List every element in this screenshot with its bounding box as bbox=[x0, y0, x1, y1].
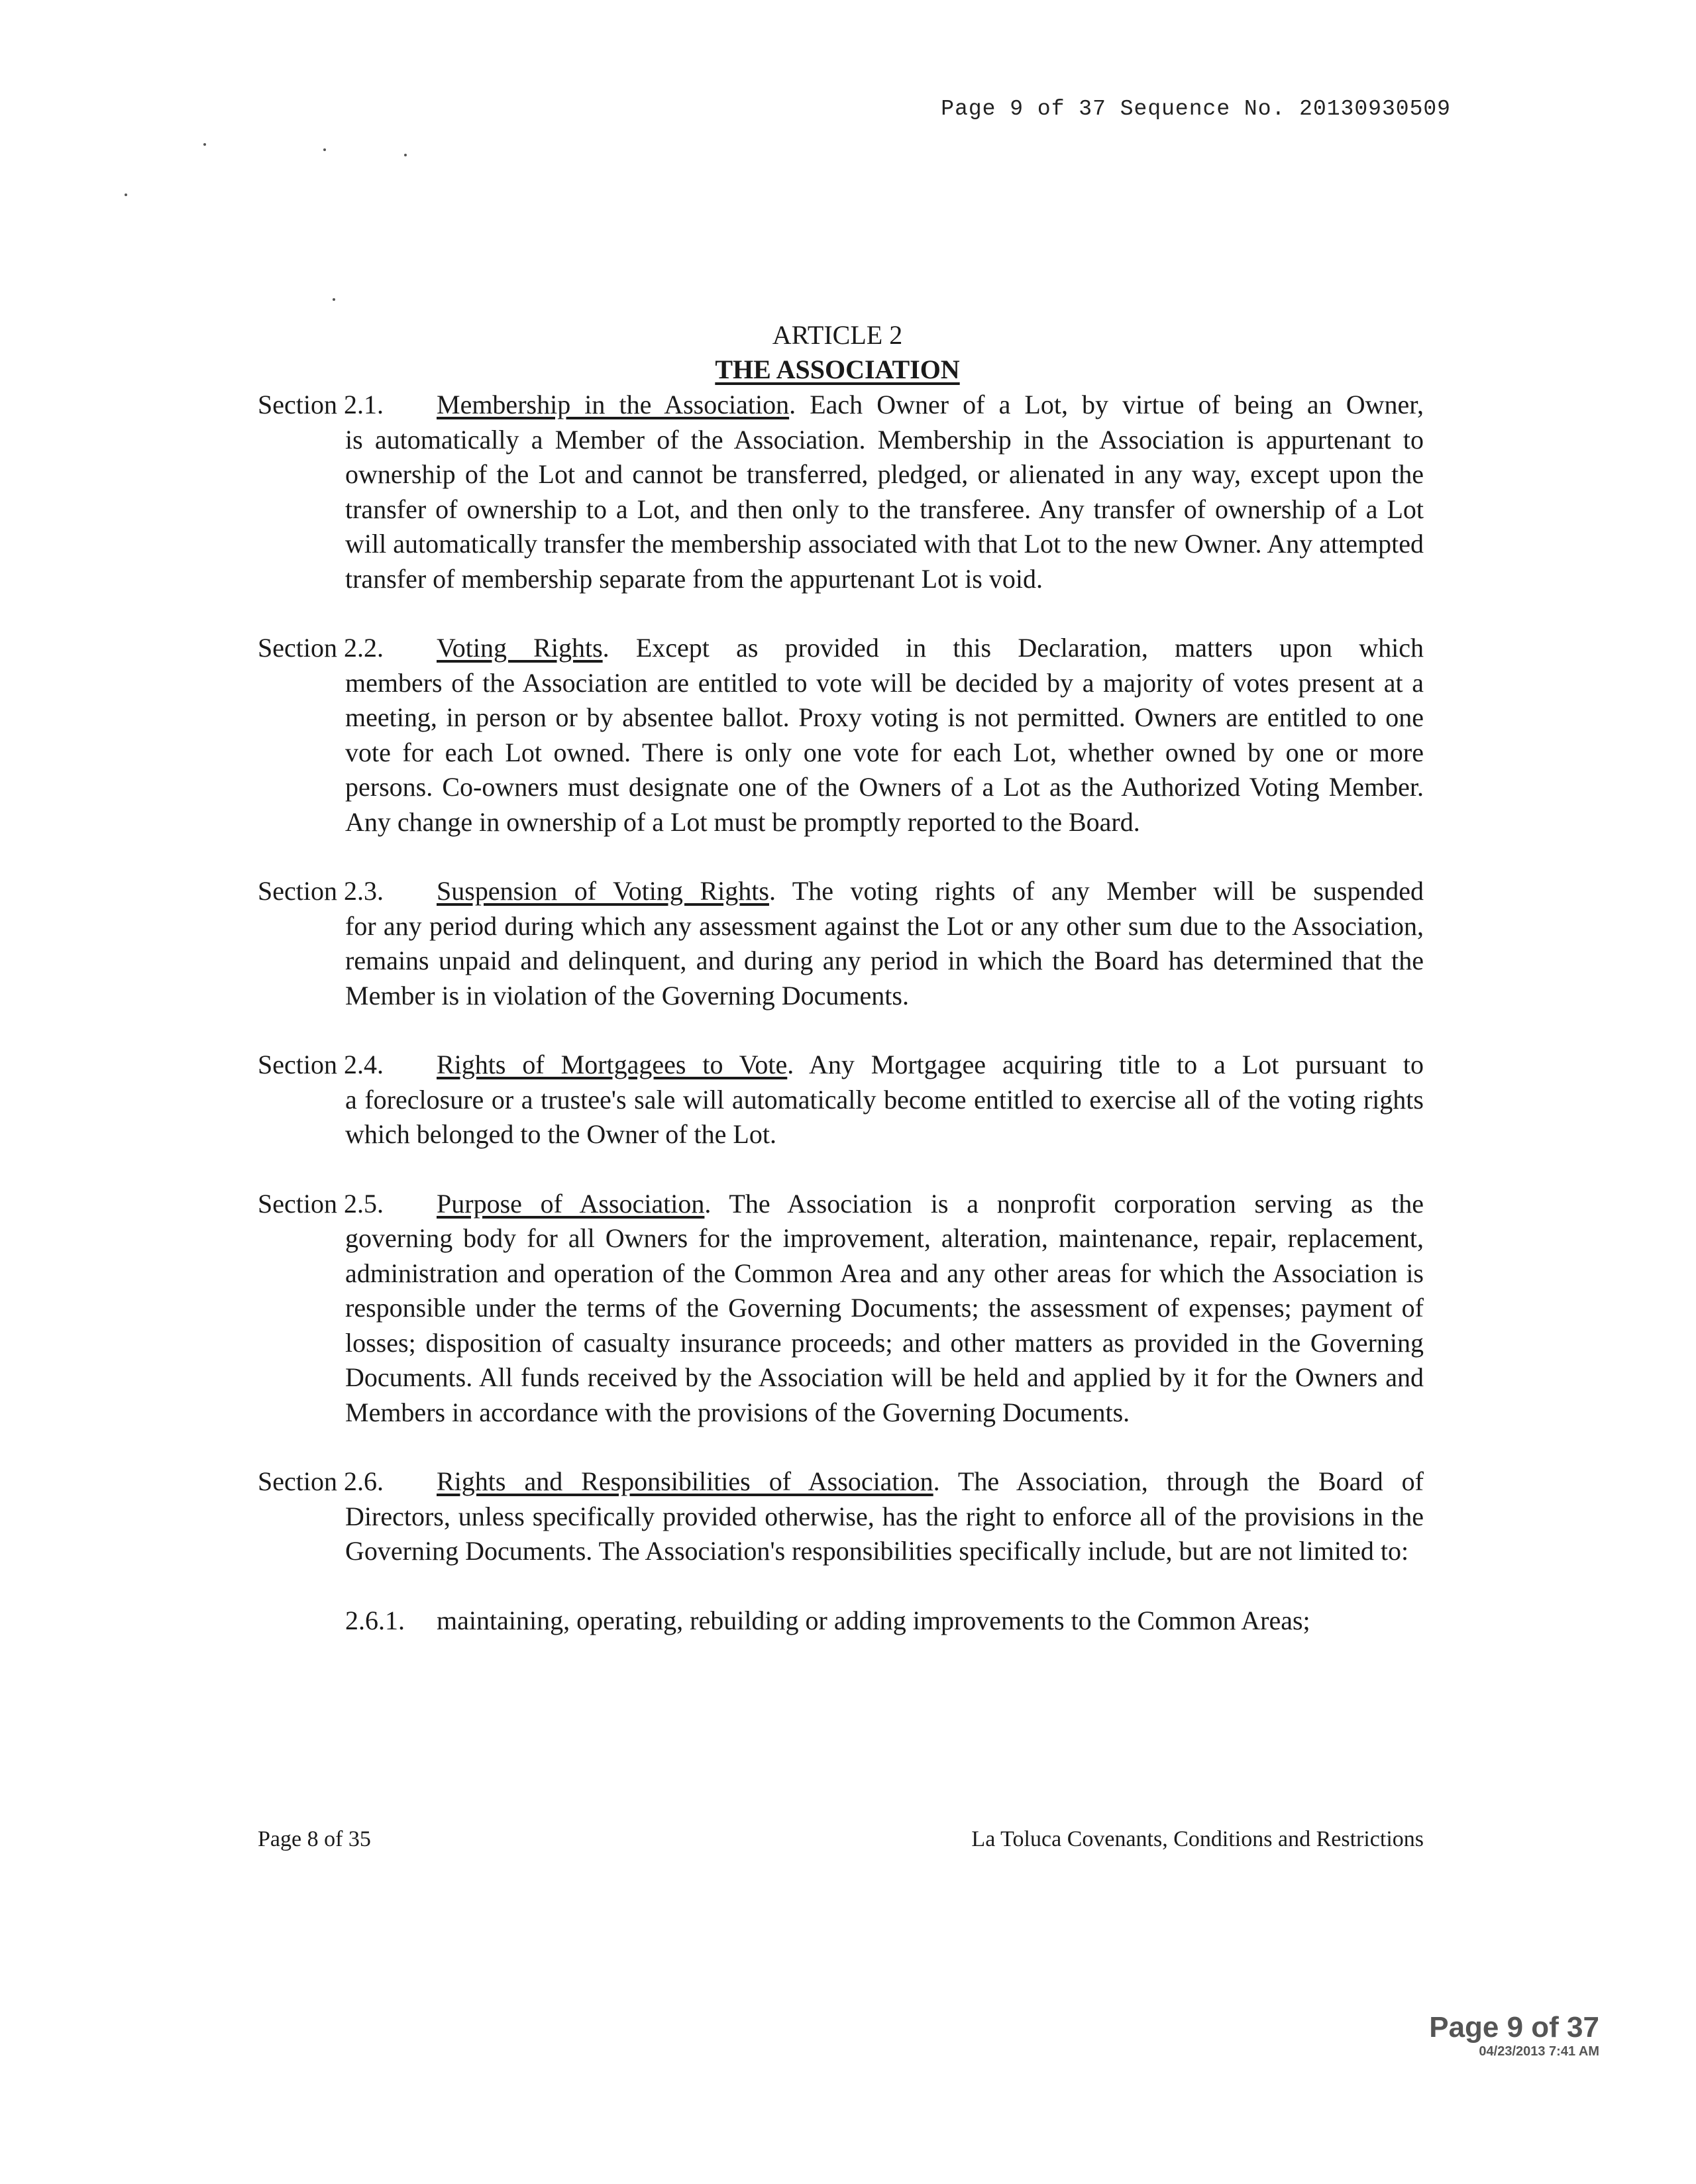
section-heading: Rights of Mortgagees to Vote bbox=[437, 1050, 788, 1079]
footer-page-number: Page 8 of 35 bbox=[258, 1827, 371, 1851]
section-body: members of the Association are entitled to vote will be decided by a majority of votes present at a meeting, in person or by absentee ballot. Proxy voting is not permitted. Owners are entitled to one vote for each Lot owned. There is only one vote for each Lot, whether owned by one or more persons. Co-owners must designate one of the Owners of a Lot as the Authorized Voting Member. Any change in ownership of a Lot must be promptly reported to the Board. bbox=[345, 667, 1424, 837]
section-body: a foreclosure or a trustee's sale will automatically become entitled to exercise all of the voting rights which belonged to the Owner of the Lot. bbox=[345, 1084, 1424, 1149]
footer-document-title: La Toluca Covenants, Conditions and Restrictions bbox=[971, 1827, 1424, 1851]
section bbox=[258, 388, 1424, 596]
section-body: is automatically a Member of the Association. Membership in the Association is appurtenant to ownership of the Lot and cannot be transferred, pledged, or alienated in any way, except upon the transfer of ownership to a Lot, and then only to the transferee. Any transfer of ownership of a Lot will automatically transfer the membership associated with that Lot to the new Owner. Any attempted transfer of membership separate from the appurtenant Lot is void. bbox=[345, 424, 1424, 594]
article-heading bbox=[0, 318, 1675, 387]
section-first-line: . Except as provided in this Declaration, matters upon which bbox=[602, 633, 1424, 663]
page-footer bbox=[258, 1827, 1424, 1852]
sequence-stamp: Page 9 of 37 Sequence No. 20130930509 bbox=[941, 97, 1451, 121]
subitem-text: maintaining, operating, rebuilding or adding improvements to the Common Areas; bbox=[437, 1605, 1310, 1635]
section bbox=[258, 1187, 1424, 1431]
scan-speck bbox=[203, 143, 206, 146]
scan-speck bbox=[125, 193, 127, 196]
subitem-number: 2.6.1. bbox=[345, 1605, 405, 1635]
stamp-page-number: Page 9 of 37 bbox=[1429, 2011, 1599, 2044]
article-title: THE ASSOCIATION bbox=[715, 355, 960, 384]
subitem bbox=[258, 1604, 1424, 1639]
stamp-datetime: 04/23/2013 7:41 AM bbox=[1479, 2044, 1599, 2059]
section-first-line: . Any Mortgagee acquiring title to a Lot pursuant to bbox=[787, 1050, 1424, 1079]
section-body: for any period during which any assessment against the Lot or any other sum due to the Association, remains unpaid and delinquent, and during any period in which the Board has determined that the Member is in violation of the Governing Documents. bbox=[345, 910, 1424, 1010]
section-heading: Membership in the Association bbox=[437, 390, 790, 419]
article-number: ARTICLE 2 bbox=[772, 320, 903, 350]
section bbox=[258, 1464, 1424, 1569]
section-number: Section 2.3. bbox=[258, 876, 384, 906]
section-number: Section 2.2. bbox=[258, 633, 384, 663]
section bbox=[258, 874, 1424, 1013]
section-number: Section 2.1. bbox=[258, 390, 384, 419]
section-heading: Rights and Responsibilities of Association bbox=[437, 1466, 933, 1496]
page-stamp bbox=[1429, 2011, 1599, 2059]
section-first-line: . The Association, through the Board of bbox=[933, 1466, 1424, 1496]
section-first-line: . The voting rights of any Member will be suspended bbox=[768, 876, 1424, 906]
section-heading: Suspension of Voting Rights bbox=[437, 876, 769, 906]
section-number: Section 2.4. bbox=[258, 1050, 384, 1079]
section-body: Directors, unless specifically provided otherwise, has the right to enforce all of the provisions in the Governing Documents. The Association's responsibilities specifically include, but are not limited to: bbox=[345, 1501, 1424, 1566]
scan-speck bbox=[333, 298, 335, 301]
section-first-line: . Each Owner of a Lot, by virtue of being an Owner, bbox=[789, 390, 1424, 419]
scan-speck bbox=[404, 154, 407, 156]
section-heading: Purpose of Association bbox=[437, 1188, 705, 1219]
section bbox=[258, 631, 1424, 840]
section-first-line: . The Association is a nonprofit corporation serving as the bbox=[704, 1188, 1424, 1219]
section-number: Section 2.6. bbox=[258, 1466, 384, 1496]
section-heading: Voting Rights bbox=[437, 633, 603, 663]
scan-speck bbox=[323, 148, 326, 151]
section bbox=[258, 1048, 1424, 1152]
section-body: governing body for all Owners for the improvement, alteration, maintenance, repair, replacement, administration and operation of the Common Area and any other areas for which the Association is responsible under the terms of the Governing Documents; the assessment of expenses; payment of losses; disposition of casualty insurance proceeds; and other matters as provided in the Governing Documents. All funds received by the Association will be held and applied by it for the Owners and Members in accordance with the provisions of the Governing Documents. bbox=[345, 1223, 1424, 1427]
sections-container bbox=[258, 388, 1424, 1638]
section-number: Section 2.5. bbox=[258, 1188, 384, 1219]
